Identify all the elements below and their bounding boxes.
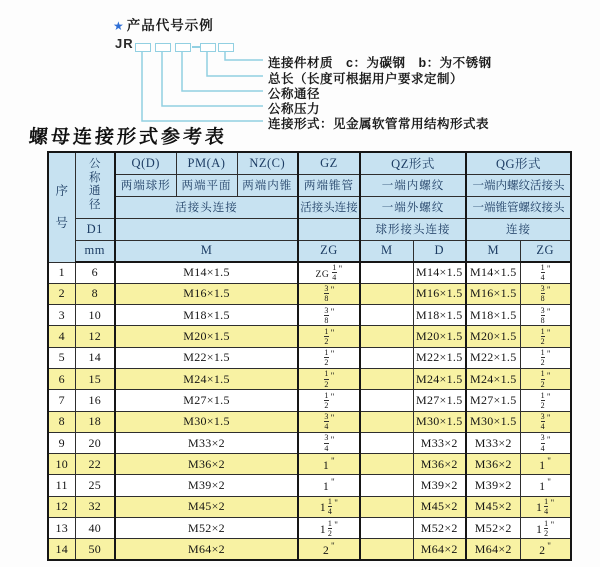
table-row bbox=[48, 326, 571, 347]
label-material: 连接件材质 c：为碳钢 b：为不锈钢 bbox=[268, 56, 492, 70]
cell-qz-m bbox=[360, 496, 413, 517]
cell-qz-m bbox=[360, 347, 413, 368]
cell-qz-d: M22×1.5 bbox=[413, 347, 466, 368]
cell-row-no: 8 bbox=[48, 411, 75, 432]
cell-row-no: 3 bbox=[48, 305, 75, 326]
cell-qz-d: M39×2 bbox=[413, 475, 466, 496]
header-unit-mm: mm bbox=[75, 240, 115, 262]
table-row bbox=[48, 518, 571, 539]
nut-connection-reference-table bbox=[47, 151, 572, 561]
cell-thread-M: M18×1.5 bbox=[115, 305, 298, 326]
header-qz-external-thread: 一端外螺纹 bbox=[360, 196, 466, 218]
cell-qz-m bbox=[360, 454, 413, 475]
cell-qz-m bbox=[360, 475, 413, 496]
code-field-box-2 bbox=[155, 43, 171, 52]
cell-nominal-diameter: 12 bbox=[75, 326, 115, 347]
cell-qz-m bbox=[360, 518, 413, 539]
cell-thread-M: M22×1.5 bbox=[115, 347, 298, 368]
cell-qz-d: M16×1.5 bbox=[413, 283, 466, 304]
cell-row-no: 11 bbox=[48, 475, 75, 496]
cell-nominal-diameter: 20 bbox=[75, 432, 115, 453]
cell-qg-m: M27×1.5 bbox=[466, 390, 520, 411]
product-code-prefix: JR bbox=[115, 36, 134, 51]
cell-qz-m bbox=[360, 262, 413, 283]
header-qg-type: 一端内螺纹活接头 bbox=[466, 174, 571, 196]
table-title: 螺母连接形式参考表 bbox=[28, 127, 228, 148]
header-unit-M-qz: M bbox=[360, 240, 413, 262]
header-unit-M-qg: M bbox=[466, 240, 520, 262]
cell-qg-zg: 1 $\frac{1}{2}$ " bbox=[520, 518, 571, 539]
cell-gz-zg: $\frac{3}{4}$ " bbox=[298, 411, 360, 432]
code-field-box-3 bbox=[175, 43, 191, 52]
cell-nominal-diameter: 10 bbox=[75, 305, 115, 326]
header-ball-joint-connection: 球形接头连接 bbox=[360, 218, 466, 240]
table-row bbox=[48, 411, 571, 432]
cell-nominal-diameter: 50 bbox=[75, 539, 115, 560]
cell-nominal-diameter: 40 bbox=[75, 518, 115, 539]
table-row bbox=[48, 283, 571, 304]
code-dash bbox=[192, 46, 200, 48]
header-empty-cell-1 bbox=[115, 218, 298, 240]
cell-thread-M: M24×1.5 bbox=[115, 368, 298, 389]
table-row bbox=[48, 390, 571, 411]
cell-gz-zg: 1 " bbox=[298, 454, 360, 475]
label-nominal-diameter: 公称通径 bbox=[268, 87, 321, 101]
header-qz-type: 一端内螺纹 bbox=[360, 174, 466, 196]
cell-qz-d: M30×1.5 bbox=[413, 411, 466, 432]
table-row bbox=[48, 539, 571, 560]
cell-row-no: 10 bbox=[48, 454, 75, 475]
cell-thread-M: M14×1.5 bbox=[115, 262, 298, 283]
header-pma-type: 两端平面 bbox=[176, 174, 237, 196]
table-row bbox=[48, 496, 571, 517]
cell-qz-d: M45×2 bbox=[413, 496, 466, 517]
cell-gz-zg: 1 " bbox=[298, 475, 360, 496]
cell-qg-m: M24×1.5 bbox=[466, 368, 520, 389]
table-header bbox=[48, 152, 571, 262]
cell-qg-m: M30×1.5 bbox=[466, 411, 520, 432]
cell-row-no: 13 bbox=[48, 518, 75, 539]
cell-qg-zg: $\frac{1}{2}$ " bbox=[520, 347, 571, 368]
cell-qg-zg: $\frac{3}{8}$ " bbox=[520, 305, 571, 326]
cell-qg-zg: $\frac{3}{8}$ " bbox=[520, 283, 571, 304]
table-row bbox=[48, 262, 571, 283]
cell-gz-zg: ZG $\frac{1}{4}$ " bbox=[298, 262, 360, 283]
cell-row-no: 6 bbox=[48, 368, 75, 389]
table-row bbox=[48, 368, 571, 389]
cell-qg-m: M39×2 bbox=[466, 475, 520, 496]
cell-qz-d: M64×2 bbox=[413, 539, 466, 560]
header-nzc-type: 两端内锥 bbox=[237, 174, 298, 196]
cell-qg-m: M52×2 bbox=[466, 518, 520, 539]
cell-thread-M: M27×1.5 bbox=[115, 390, 298, 411]
cell-qg-zg: 1 " bbox=[520, 454, 571, 475]
code-field-box-4 bbox=[200, 43, 216, 52]
cell-qg-zg: $\frac{1}{2}$ " bbox=[520, 390, 571, 411]
cell-qg-m: M33×2 bbox=[466, 432, 520, 453]
product-code-title bbox=[113, 14, 214, 34]
cell-qg-zg: 2 " bbox=[520, 539, 571, 560]
table-body bbox=[48, 262, 571, 560]
cell-qg-zg: 1 $\frac{1}{4}$ " bbox=[520, 496, 571, 517]
table-row bbox=[48, 432, 571, 453]
cell-qg-m: M20×1.5 bbox=[466, 326, 520, 347]
cell-qz-m bbox=[360, 539, 413, 560]
label-nominal-pressure: 公称压力 bbox=[268, 102, 321, 116]
cell-gz-zg: 1 $\frac{1}{4}$ " bbox=[298, 496, 360, 517]
cell-qg-m: M36×2 bbox=[466, 454, 520, 475]
cell-gz-zg: $\frac{1}{2}$ " bbox=[298, 326, 360, 347]
cell-gz-zg: $\frac{3}{8}$ " bbox=[298, 305, 360, 326]
cell-qz-m bbox=[360, 411, 413, 432]
cell-qz-d: M18×1.5 bbox=[413, 305, 466, 326]
cell-qg-zg: $\frac{1}{2}$ " bbox=[520, 368, 571, 389]
cell-qg-m: M45×2 bbox=[466, 496, 520, 517]
cell-thread-M: M16×1.5 bbox=[115, 283, 298, 304]
cell-qz-m bbox=[360, 326, 413, 347]
code-field-box-1 bbox=[135, 43, 151, 52]
cell-qz-d: M14×1.5 bbox=[413, 262, 466, 283]
cell-qz-m bbox=[360, 305, 413, 326]
cell-qz-m bbox=[360, 432, 413, 453]
cell-qz-m bbox=[360, 283, 413, 304]
header-d1: D1 bbox=[75, 218, 115, 240]
header-col-QD: Q(D) bbox=[115, 152, 176, 174]
cell-row-no: 9 bbox=[48, 432, 75, 453]
cell-gz-zg: $\frac{3}{8}$ " bbox=[298, 283, 360, 304]
header-nominal-diameter: 公称通径 bbox=[75, 152, 115, 218]
cell-gz-zg: 1 $\frac{1}{2}$ " bbox=[298, 518, 360, 539]
cell-qg-zg: $\frac{3}{4}$ " bbox=[520, 411, 571, 432]
cell-nominal-diameter: 18 bbox=[75, 411, 115, 432]
cell-nominal-diameter: 14 bbox=[75, 347, 115, 368]
cell-nominal-diameter: 15 bbox=[75, 368, 115, 389]
cell-thread-M: M64×2 bbox=[115, 539, 298, 560]
header-union-connection: 活接头连接 bbox=[115, 196, 298, 218]
label-connection-form: 连接形式：见金属软管常用结构形式表 bbox=[268, 117, 490, 131]
code-field-box-5 bbox=[218, 43, 234, 52]
cell-qg-m: M22×1.5 bbox=[466, 347, 520, 368]
label-total-length: 总长（长度可根据用户要求定制） bbox=[268, 72, 464, 86]
header-col-NZC: NZ(C) bbox=[237, 152, 298, 174]
cell-thread-M: M20×1.5 bbox=[115, 326, 298, 347]
cell-qg-m: M16×1.5 bbox=[466, 283, 520, 304]
cell-qz-m bbox=[360, 368, 413, 389]
header-qd-type: 两端球形 bbox=[115, 174, 176, 196]
cell-nominal-diameter: 25 bbox=[75, 475, 115, 496]
cell-row-no: 7 bbox=[48, 390, 75, 411]
cell-qg-m: M64×2 bbox=[466, 539, 520, 560]
table-row bbox=[48, 305, 571, 326]
cell-thread-M: M36×2 bbox=[115, 454, 298, 475]
cell-row-no: 1 bbox=[48, 262, 75, 283]
cell-qg-zg: 1 " bbox=[520, 475, 571, 496]
cell-row-no: 5 bbox=[48, 347, 75, 368]
cell-qg-zg: $\frac{1}{2}$ " bbox=[520, 326, 571, 347]
header-empty-cell-2 bbox=[298, 218, 360, 240]
cell-thread-M: M30×1.5 bbox=[115, 411, 298, 432]
cell-gz-zg: $\frac{3}{4}$ " bbox=[298, 432, 360, 453]
cell-thread-M: M33×2 bbox=[115, 432, 298, 453]
table-row bbox=[48, 475, 571, 496]
cell-qg-zg: $\frac{1}{4}$ " bbox=[520, 262, 571, 283]
product-code-title-text: 产品代号示例 bbox=[126, 18, 214, 33]
cell-thread-M: M39×2 bbox=[115, 475, 298, 496]
header-unit-ZG-gz: ZG bbox=[298, 240, 360, 262]
header-unit-ZG-qg: ZG bbox=[520, 240, 571, 262]
header-col-QG: QG形式 bbox=[466, 152, 571, 174]
header-col-PMA: PM(A) bbox=[176, 152, 237, 174]
cell-nominal-diameter: 16 bbox=[75, 390, 115, 411]
cell-nominal-diameter: 32 bbox=[75, 496, 115, 517]
cell-thread-M: M52×2 bbox=[115, 518, 298, 539]
cell-gz-zg: $\frac{1}{2}$ " bbox=[298, 347, 360, 368]
cell-qg-m: M18×1.5 bbox=[466, 305, 520, 326]
table-row bbox=[48, 347, 571, 368]
header-gz-type: 两端锥管 bbox=[298, 174, 360, 196]
cell-gz-zg: 2 " bbox=[298, 539, 360, 560]
cell-gz-zg: $\frac{1}{2}$ " bbox=[298, 368, 360, 389]
cell-qg-m: M14×1.5 bbox=[466, 262, 520, 283]
header-qg-taper-thread-joint: 一端锥管螺纹接头 bbox=[466, 196, 571, 218]
cell-gz-zg: $\frac{1}{2}$ " bbox=[298, 390, 360, 411]
header-col-QZ: QZ形式 bbox=[360, 152, 466, 174]
cell-qz-m bbox=[360, 390, 413, 411]
table-row bbox=[48, 454, 571, 475]
cell-row-no: 12 bbox=[48, 496, 75, 517]
star-icon: ★ bbox=[113, 19, 125, 33]
cell-nominal-diameter: 8 bbox=[75, 283, 115, 304]
cell-qz-d: M24×1.5 bbox=[413, 368, 466, 389]
cell-row-no: 14 bbox=[48, 539, 75, 560]
cell-row-no: 4 bbox=[48, 326, 75, 347]
cell-qg-zg: $\frac{3}{4}$ " bbox=[520, 432, 571, 453]
cell-row-no: 2 bbox=[48, 283, 75, 304]
cell-qz-d: M33×2 bbox=[413, 432, 466, 453]
header-gz-union-connection: 活接头连接 bbox=[298, 196, 360, 218]
header-connection: 连接 bbox=[466, 218, 571, 240]
cell-qz-d: M36×2 bbox=[413, 454, 466, 475]
header-row-no: 序号 bbox=[48, 152, 75, 262]
header-unit-M-main: M bbox=[115, 240, 298, 262]
cell-nominal-diameter: 6 bbox=[75, 262, 115, 283]
cell-qz-d: M20×1.5 bbox=[413, 326, 466, 347]
header-unit-D-qz: D bbox=[413, 240, 466, 262]
cell-qz-d: M52×2 bbox=[413, 518, 466, 539]
cell-qz-d: M27×1.5 bbox=[413, 390, 466, 411]
cell-nominal-diameter: 22 bbox=[75, 454, 115, 475]
header-col-GZ: GZ bbox=[298, 152, 360, 174]
cell-thread-M: M45×2 bbox=[115, 496, 298, 517]
